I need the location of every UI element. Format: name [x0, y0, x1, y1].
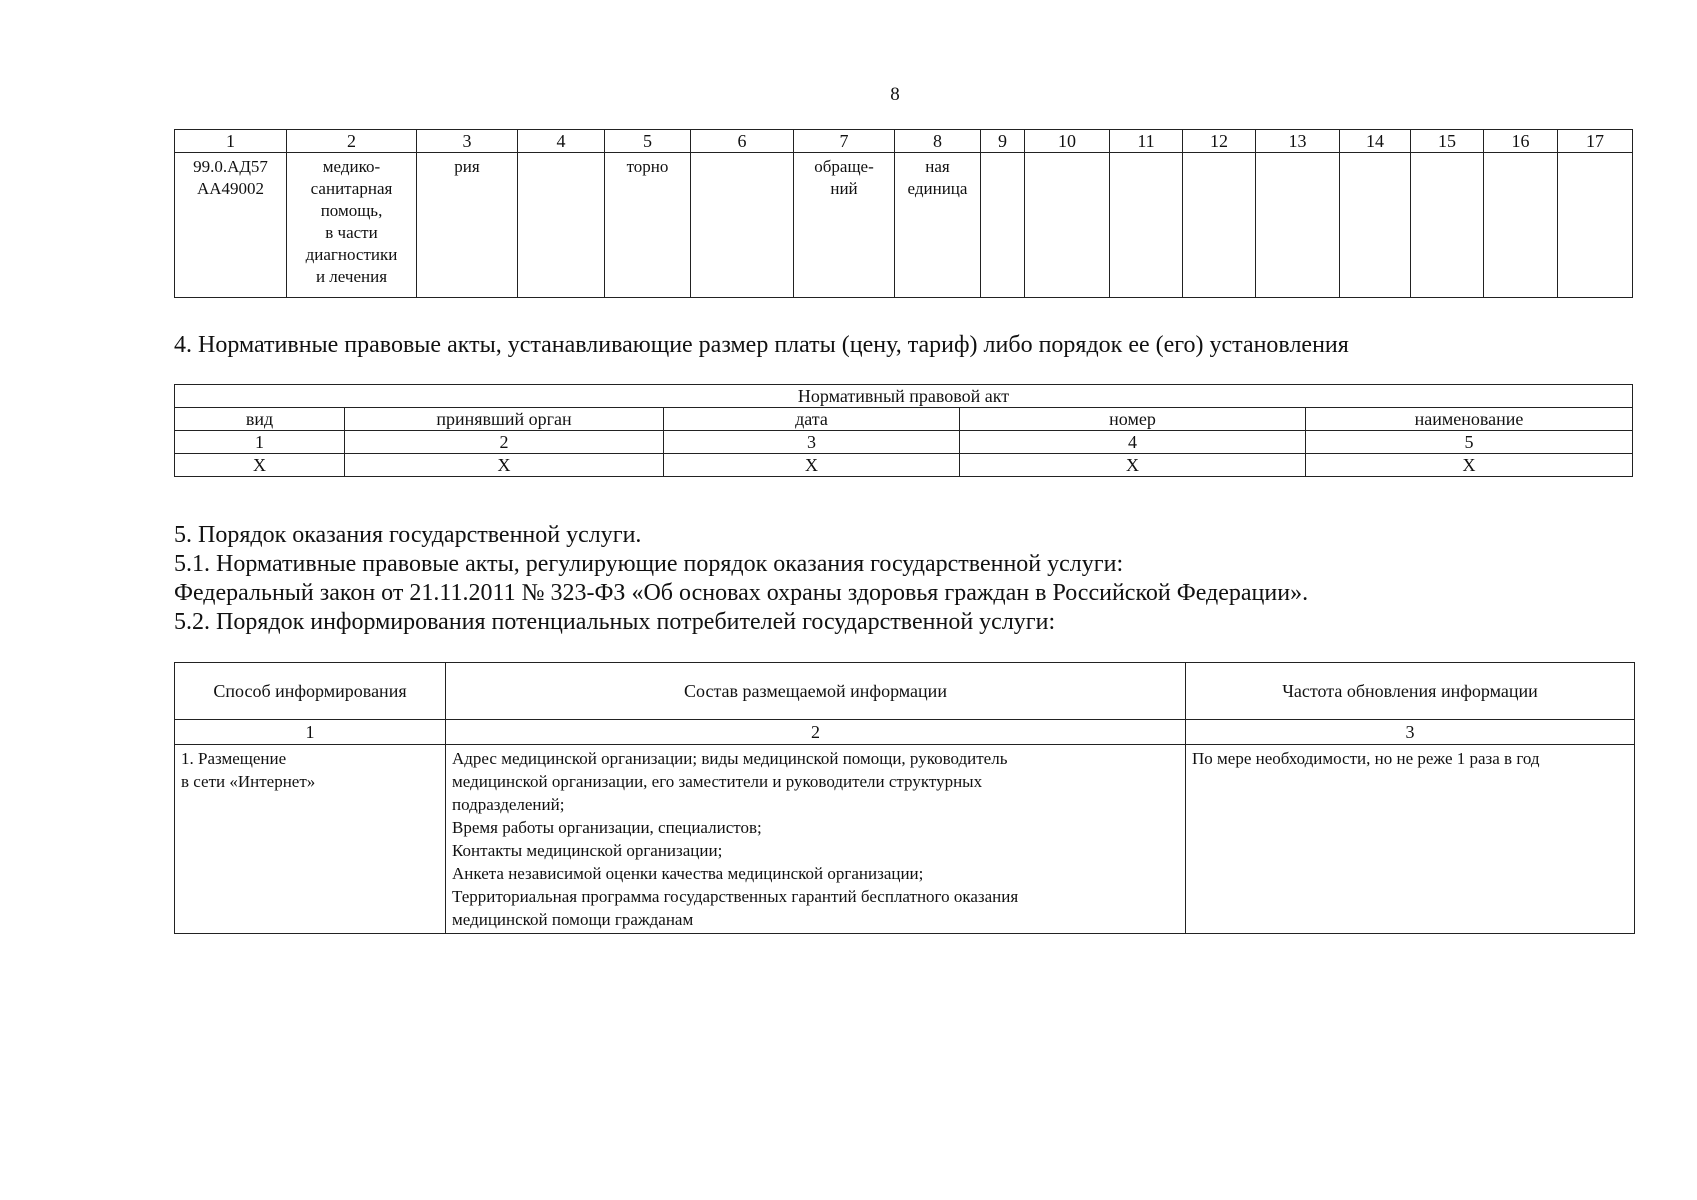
legal-acts-colnum: 2 — [345, 431, 664, 454]
table1-colnum: 16 — [1484, 130, 1558, 153]
section4-heading: 4. Нормативные правовые акты, устанавливающие размер платы (цену, тариф) либо порядок ее (его) установления — [174, 332, 1349, 358]
section5-1-heading: 5.1. Нормативные правовые акты, регулирующие порядок оказания государственной услуги: — [174, 551, 1124, 577]
table1-colnum: 2 — [287, 130, 417, 153]
informing-headers — [175, 663, 1635, 720]
legal-acts-col-header: номер — [960, 408, 1306, 431]
table1-colnum: 4 — [518, 130, 605, 153]
table1-colnum: 1 — [175, 130, 287, 153]
informing-colnum: 1 — [175, 720, 446, 745]
page-number: 8 — [890, 84, 900, 105]
informing-content-cell: Адрес медицинской организации; виды медицинской помощи, руководитель медицинской организации, его заместители и руководители структурных подразделений; Время работы организации, специалистов; Контакты медицинской организации; Анкета независимой оценки качества медицинской организации; Территориальная программа государственных гарантий бесплатного оказания медицинской помощи гражданам — [446, 745, 1186, 934]
legal-acts-cell: Х — [664, 454, 960, 477]
table1-colnum: 6 — [691, 130, 794, 153]
continuation-table — [174, 129, 1633, 298]
legal-acts-colnum: 1 — [175, 431, 345, 454]
table1-colnum: 12 — [1183, 130, 1256, 153]
table1-cell — [1340, 153, 1411, 298]
legal-acts-row — [175, 454, 1633, 477]
table1-colnum: 7 — [794, 130, 895, 153]
informing-col-header: Частота обновления информации — [1186, 663, 1635, 720]
table1-cell — [691, 153, 794, 298]
table1-cell — [1558, 153, 1633, 298]
table1-colnum: 5 — [605, 130, 691, 153]
table1-colnum: 17 — [1558, 130, 1633, 153]
section5-heading: 5. Порядок оказания государственной услуги. — [174, 522, 642, 548]
table1-cell — [1110, 153, 1183, 298]
table1-colnum: 15 — [1411, 130, 1484, 153]
table1-colnum: 8 — [895, 130, 981, 153]
table1-row — [175, 153, 1633, 298]
table1-colnum: 14 — [1340, 130, 1411, 153]
legal-acts-colnum: 3 — [664, 431, 960, 454]
legal-acts-cell: Х — [960, 454, 1306, 477]
table1-cell: медико- санитарная помощь, в части диагностики и лечения — [287, 153, 417, 298]
legal-acts-cell: Х — [175, 454, 345, 477]
informing-method-cell: 1. Размещение в сети «Интернет» — [175, 745, 446, 934]
table1-cell — [981, 153, 1025, 298]
table1-cell: ная единица — [895, 153, 981, 298]
table1-cell — [1256, 153, 1340, 298]
table1-colnum: 10 — [1025, 130, 1110, 153]
table1-column-numbers — [175, 130, 1633, 153]
informing-frequency-cell: По мере необходимости, но не реже 1 раза в год — [1186, 745, 1635, 934]
informing-col-header: Способ информирования — [175, 663, 446, 720]
table1-colnum: 3 — [417, 130, 518, 153]
legal-acts-group-header-cell: Нормативный правовой акт — [175, 385, 1633, 408]
informing-colnum: 2 — [446, 720, 1186, 745]
legal-acts-col-header: вид — [175, 408, 345, 431]
informing-column-numbers — [175, 720, 1635, 745]
legal-acts-cell: Х — [1306, 454, 1633, 477]
table1-cell: 99.0.АД57 АА49002 — [175, 153, 287, 298]
legal-acts-col-header: дата — [664, 408, 960, 431]
legal-acts-column-headers — [175, 408, 1633, 431]
federal-law-reference: Федеральный закон от 21.11.2011 № 323-ФЗ «Об основах охраны здоровья граждан в Российской Федерации». — [174, 580, 1309, 606]
legal-acts-col-header: наименование — [1306, 408, 1633, 431]
table1-cell — [1484, 153, 1558, 298]
legal-acts-table — [174, 384, 1633, 477]
section5-2-heading: 5.2. Порядок информирования потенциальных потребителей государственной услуги: — [174, 609, 1056, 635]
table1-colnum: 13 — [1256, 130, 1340, 153]
table1-colnum: 9 — [981, 130, 1025, 153]
legal-acts-col-header: принявший орган — [345, 408, 664, 431]
legal-acts-colnum: 5 — [1306, 431, 1633, 454]
legal-acts-colnum: 4 — [960, 431, 1306, 454]
table1-cell — [1183, 153, 1256, 298]
table1-cell: обраще- ний — [794, 153, 895, 298]
table1-cell: рия — [417, 153, 518, 298]
informing-colnum: 3 — [1186, 720, 1635, 745]
table1-colnum: 11 — [1110, 130, 1183, 153]
informing-col-header: Состав размещаемой информации — [446, 663, 1186, 720]
table1-cell: торно — [605, 153, 691, 298]
table1-cell — [1411, 153, 1484, 298]
informing-table — [174, 662, 1635, 934]
legal-acts-group-header — [175, 385, 1633, 408]
informing-row — [175, 745, 1635, 934]
legal-acts-column-numbers — [175, 431, 1633, 454]
legal-acts-cell: Х — [345, 454, 664, 477]
table1-cell — [1025, 153, 1110, 298]
table1-cell — [518, 153, 605, 298]
